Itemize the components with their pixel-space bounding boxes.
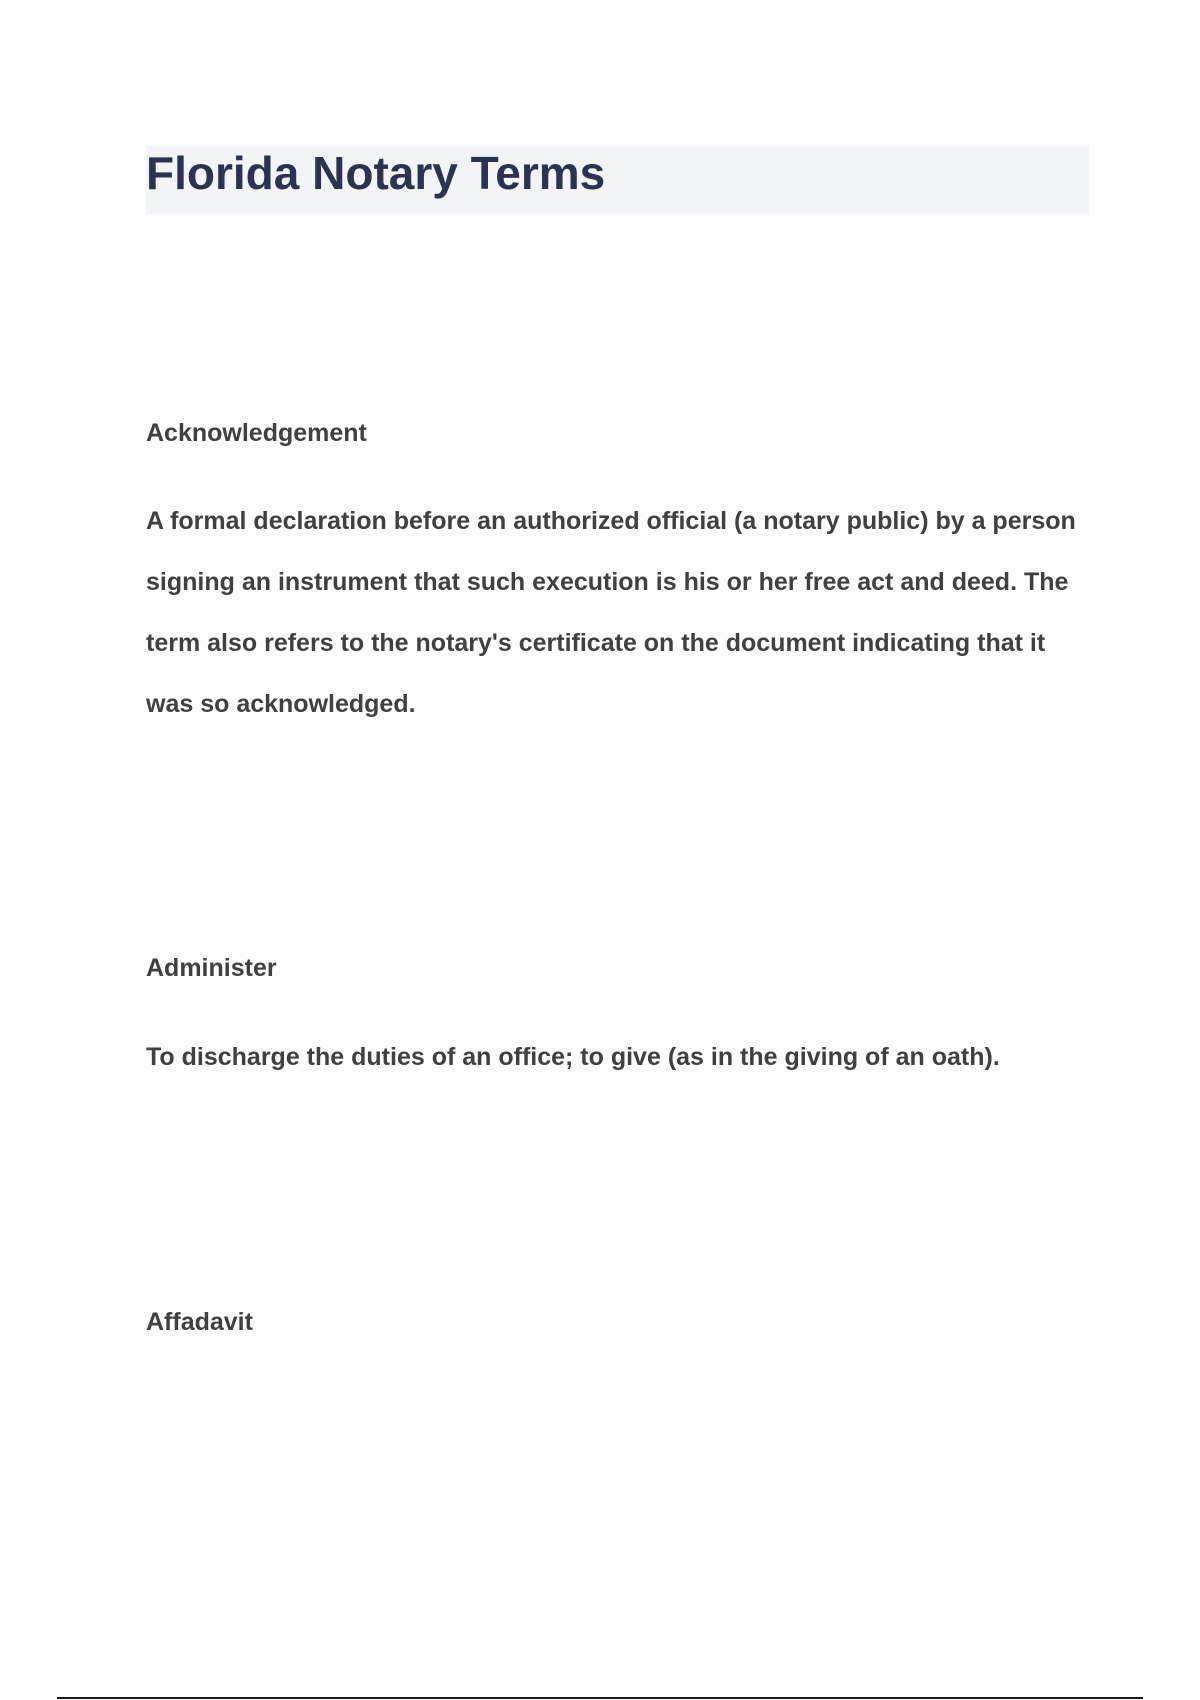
term-heading: Acknowledgement bbox=[146, 419, 367, 447]
term-definition: A formal declaration before an authorized official (a notary public) by a person signing an instrument that such execution is his or her free act and deed. The term also refers to the notary's certificate on the document indicating that it was so acknowledged. bbox=[146, 507, 1076, 718]
term-definition: To discharge the duties of an office; to give (as in the giving of an oath). bbox=[146, 1043, 1000, 1071]
page-divider bbox=[57, 1697, 1143, 1699]
term-heading: Affadavit bbox=[146, 1308, 253, 1336]
term-heading: Administer bbox=[146, 954, 277, 982]
page-title: Florida Notary Terms bbox=[146, 147, 606, 199]
